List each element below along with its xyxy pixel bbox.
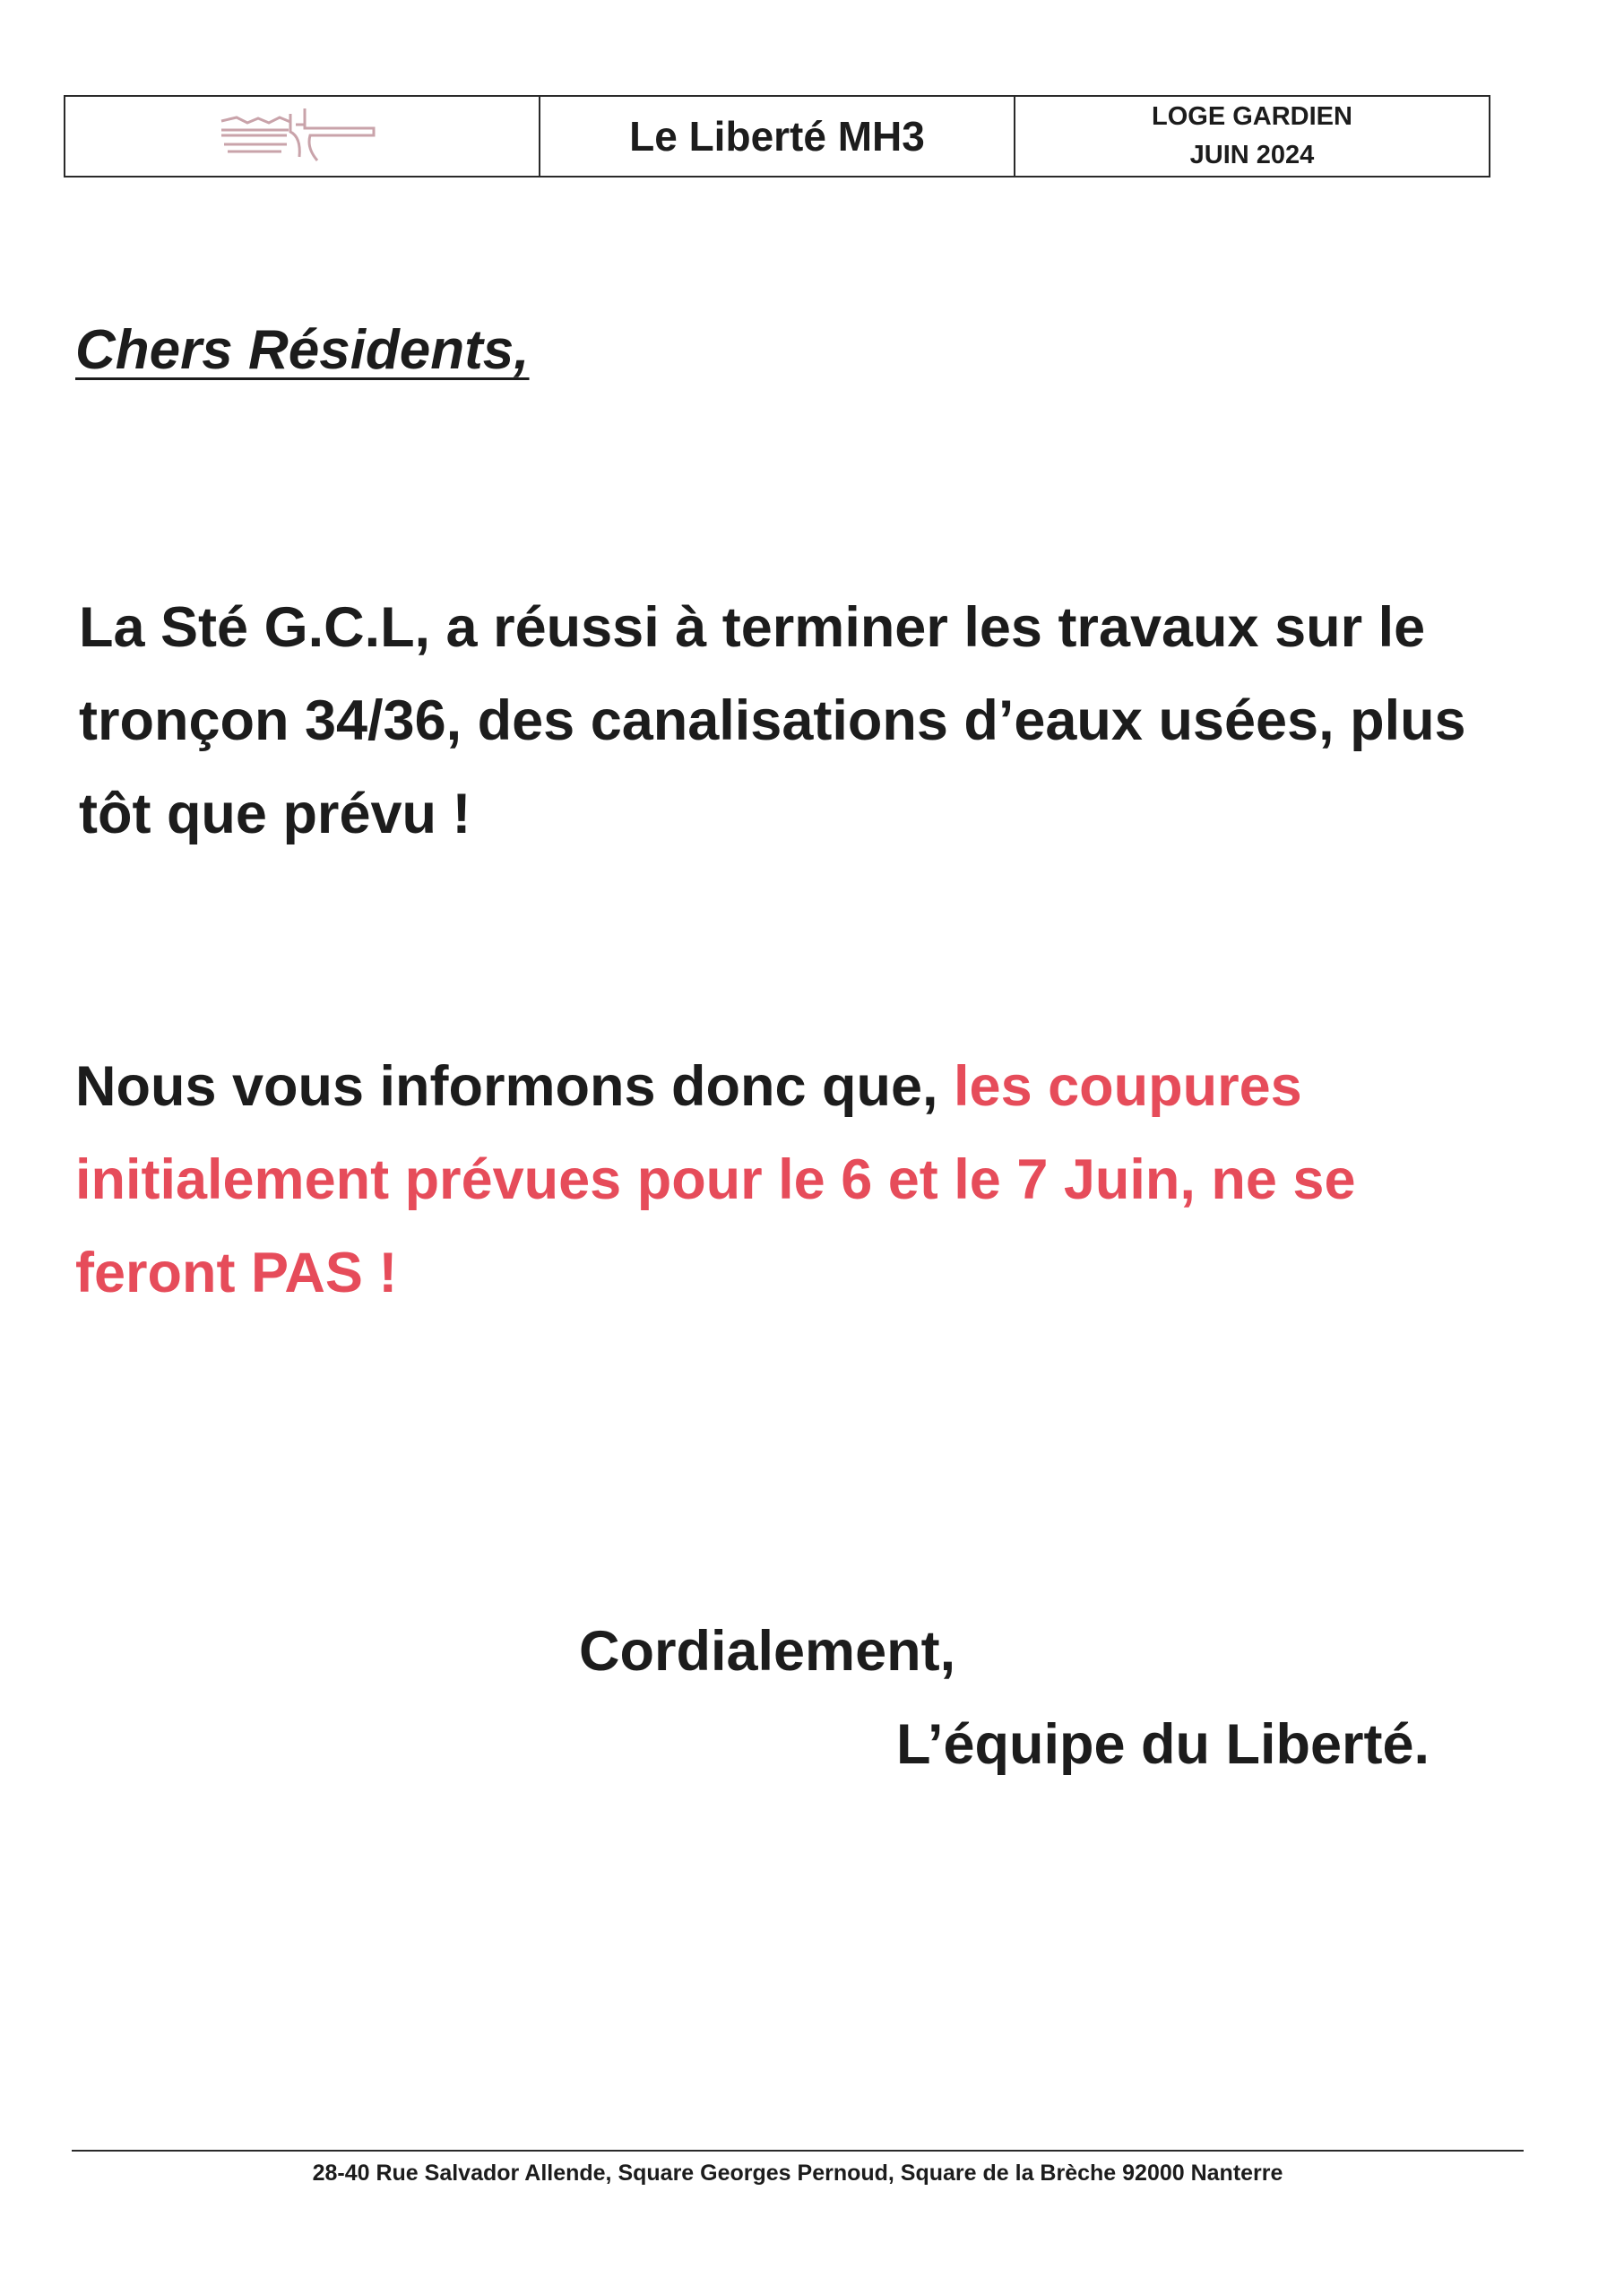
building-logo-icon — [217, 105, 387, 168]
building-title: Le Liberté MH3 — [629, 113, 925, 160]
department-label: LOGE GARDIEN — [1152, 102, 1352, 131]
paragraph-intro: Nous vous informons donc que, — [75, 1055, 955, 1118]
salutation: Chers Résidents, — [75, 319, 530, 381]
notice-date: JUIN 2024 — [1189, 141, 1315, 169]
signature: L’équipe du Liberté. — [896, 1713, 1430, 1776]
closing: Cordialement, — [579, 1620, 956, 1683]
title-cell — [540, 97, 1015, 176]
footer-divider — [72, 2150, 1524, 2152]
paragraph-works-completed: La Sté G.C.L, a réussi à terminer les travaux sur le tronçon 34/36, des canalisations d’eaux usées, plus tôt que prévu ! — [79, 596, 1466, 845]
logo-cell — [65, 97, 540, 176]
letterhead-table — [64, 95, 1490, 178]
footer-address: 28-40 Rue Salvador Allende, Square Georges Pernoud, Square de la Brèche 92000 Nanterre — [312, 2161, 1283, 2186]
info-cell — [1015, 97, 1489, 176]
paragraph-cuts-cancelled — [75, 1040, 1527, 1320]
highlighted-announcement: les coupures initialement prévues pour le 6 et le 7 Juin, ne se feront PAS ! — [75, 1055, 1356, 1304]
